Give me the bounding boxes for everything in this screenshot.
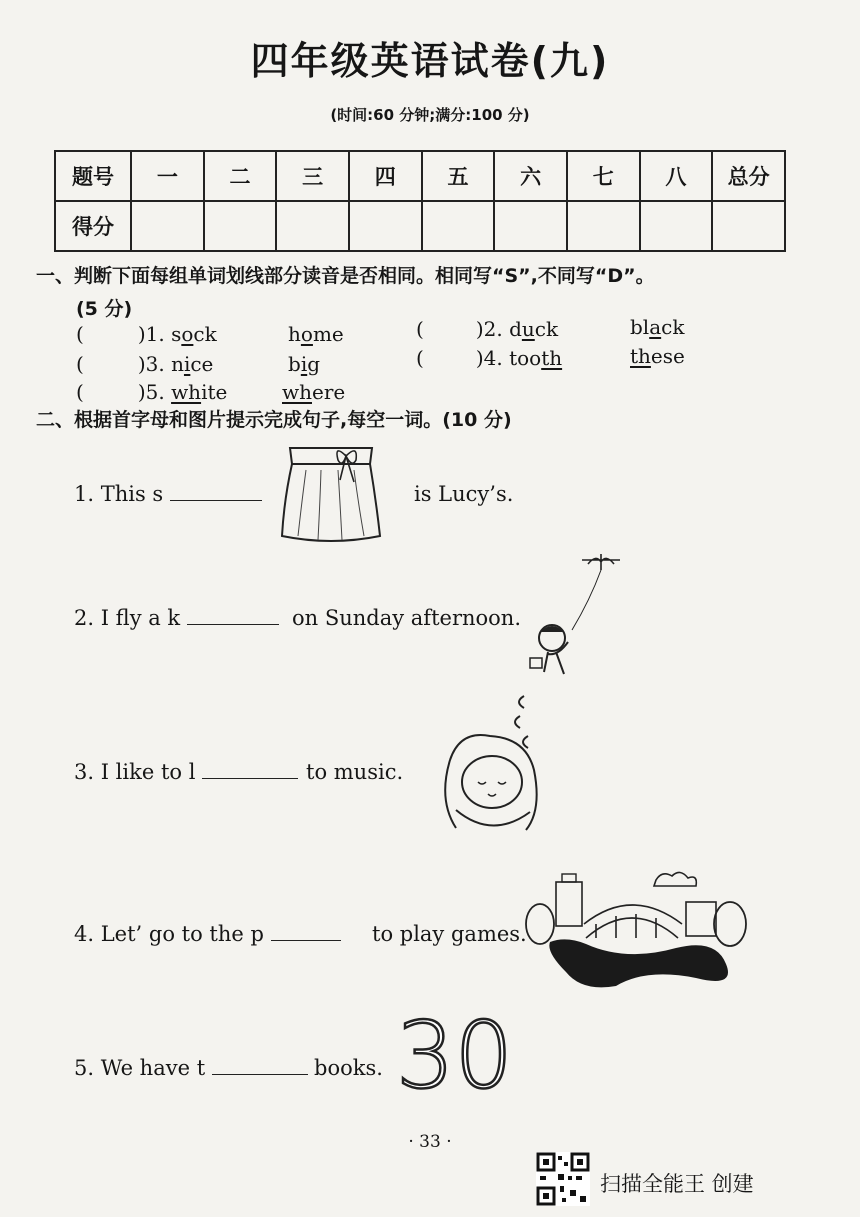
sentence-1-end: is Lucy’s. — [414, 482, 514, 506]
music-girl-picture — [430, 690, 560, 840]
sentence-1: 1. This s — [74, 482, 262, 506]
score-header-cell: 八 — [640, 151, 713, 201]
exam-info: (时间:60 分钟;满分:100 分) — [330, 106, 530, 124]
phonics-word: black — [630, 315, 685, 339]
phonics-item: ( )2. duck — [416, 317, 559, 341]
score-header-cell: 五 — [422, 151, 495, 201]
answer-blank[interactable] — [212, 1056, 308, 1075]
score-header-cell: 三 — [276, 151, 349, 201]
score-header-cell: 四 — [349, 151, 422, 201]
section2-heading: 二、根据首字母和图片提示完成句子,每空一词。(10 分) — [36, 409, 512, 431]
score-cell[interactable] — [712, 201, 785, 251]
answer-blank[interactable] — [170, 482, 262, 501]
score-cell[interactable] — [494, 201, 567, 251]
score-header-cell: 题号 — [55, 151, 131, 201]
score-cell[interactable] — [276, 201, 349, 251]
page-title: 四年级英语试卷(九) — [250, 39, 610, 83]
answer-blank[interactable] — [187, 606, 279, 625]
phonics-word: where — [282, 380, 346, 404]
score-header-cell: 六 — [494, 151, 567, 201]
phonics-word: these — [630, 344, 685, 368]
phonics-word: big — [288, 352, 321, 376]
sentence-3-end: to music. — [306, 760, 404, 784]
answer-blank[interactable] — [271, 922, 341, 941]
score-cell[interactable] — [131, 201, 204, 251]
score-table — [54, 150, 786, 252]
sentence-5: 5. We have t — [74, 1056, 308, 1080]
score-row-label: 得分 — [55, 201, 131, 251]
score-table-score-row — [55, 201, 785, 251]
qr-code-icon — [536, 1152, 590, 1206]
sentence-5-end: books. — [314, 1056, 383, 1080]
phonics-item: ( )3. nice — [76, 352, 214, 376]
phonics-item: ( )5. white — [76, 380, 228, 404]
page-number: · 33 · — [408, 1132, 452, 1152]
sentence-4: 4. Let’ go to the p — [74, 922, 341, 946]
skirt-picture — [276, 440, 386, 546]
sentence-4-end: to play games. — [372, 922, 527, 946]
score-cell[interactable] — [204, 201, 277, 251]
scanner-watermark: 扫描全能王 创建 — [600, 1172, 754, 1196]
score-header-cell: 总分 — [712, 151, 785, 201]
number-thirty-picture: 30 — [396, 1002, 514, 1109]
sentence-2-end: on Sunday afternoon. — [292, 606, 521, 630]
kite-boy-picture — [524, 550, 640, 686]
score-header-cell: 一 — [131, 151, 204, 201]
phonics-item: ( )4. tooth — [416, 346, 563, 370]
sentence-3: 3. I like to l — [74, 760, 298, 784]
score-header-cell: 二 — [204, 151, 277, 201]
score-header-cell: 七 — [567, 151, 640, 201]
park-picture — [526, 868, 752, 998]
score-cell[interactable] — [640, 201, 713, 251]
score-table-header-row — [55, 151, 785, 201]
score-cell[interactable] — [422, 201, 495, 251]
phonics-item: ( )1. sock — [76, 322, 217, 346]
sentence-2: 2. I fly a k — [74, 606, 279, 630]
section1-points: (5 分) — [76, 298, 133, 320]
score-cell[interactable] — [567, 201, 640, 251]
phonics-word: home — [288, 322, 344, 346]
score-cell[interactable] — [349, 201, 422, 251]
section1-heading: 一、判断下面每组单词划线部分读音是否相同。相同写“S”,不同写“D”。 — [36, 265, 655, 287]
answer-blank[interactable] — [202, 760, 298, 779]
